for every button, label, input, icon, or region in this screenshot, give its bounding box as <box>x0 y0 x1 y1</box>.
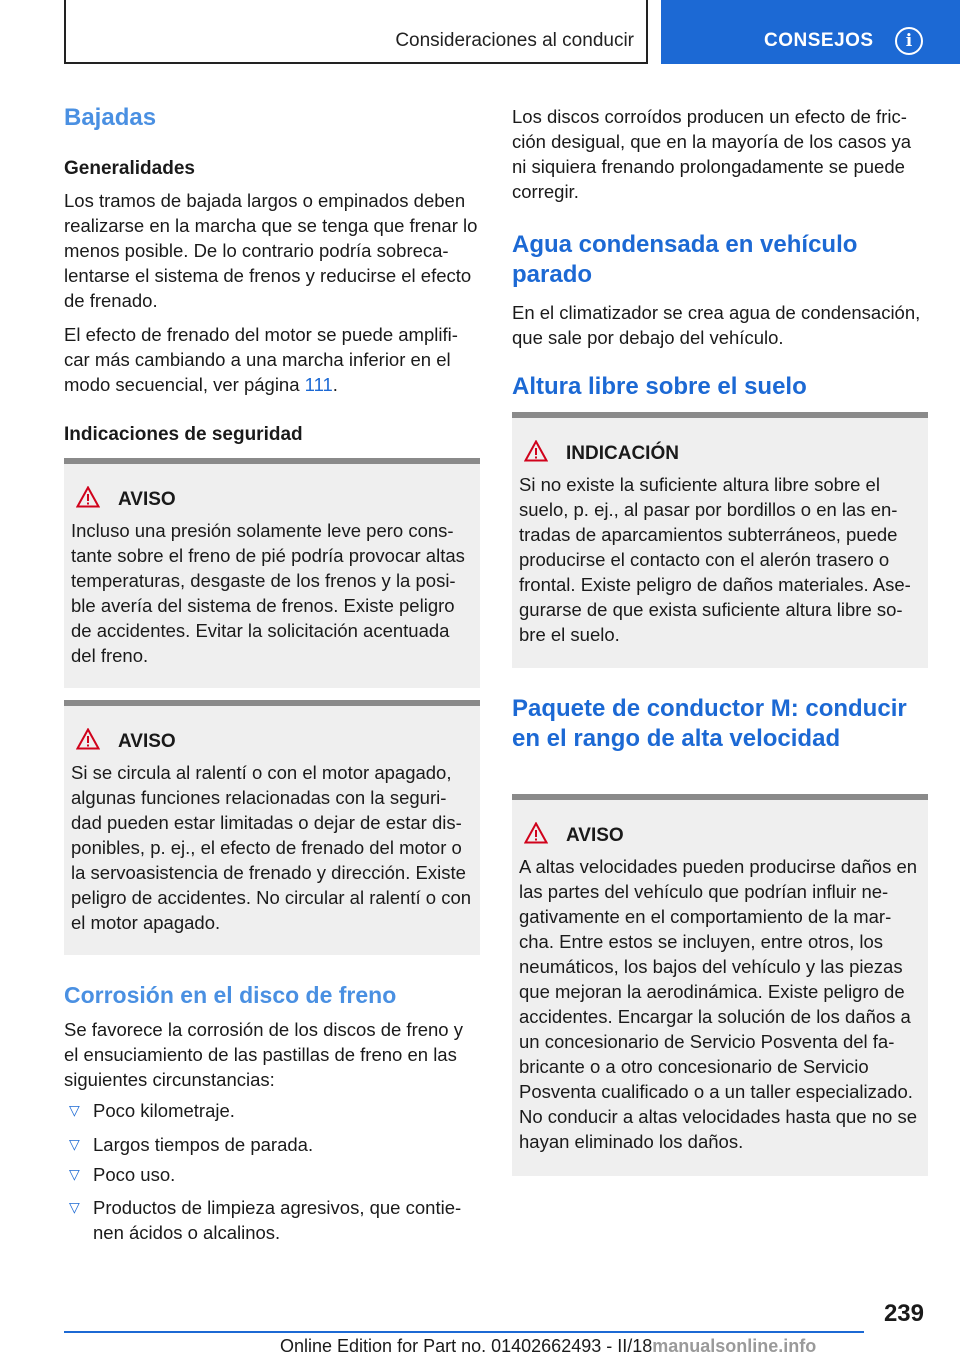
running-header <box>64 0 648 64</box>
notice-text: Si no existe la suficiente altura libre sobre el suelo, p. ej., al pasar por bordillos o en las en-tradas de aparcamientos subterráneos, puede producirse el contacto con el alerón trasero o frontal. Existe peligro de daños materiales. Ase-gurarse de que exista suficiente altura libre so-bre el suelo. <box>519 474 911 645</box>
chapter-title: Consideraciones al conducir <box>395 30 634 51</box>
notice-label: INDICACIÓN <box>566 443 679 464</box>
heading-seguridad: Indicaciones de seguridad <box>64 424 303 445</box>
paragraph-discos: Los discos corroídos producen un efecto de fric-ción desigual, que en la mayoría de los casos ya ni siquiera frenando prolongadamente se puede corregir. <box>512 106 912 202</box>
heading-generalidades: Generalidades <box>64 158 195 179</box>
paragraph-text: El efecto de frenado del motor se puede amplifi-car más cambiando a una marcha inferior en el modo secuencial, ver página <box>64 324 458 395</box>
heading-altura-libre: Altura libre sobre el suelo <box>512 373 807 400</box>
warning-label: AVISO <box>118 489 176 510</box>
triangle-bullet-icon: ▽ <box>69 1199 80 1215</box>
list-item-text: Poco uso. <box>93 1164 176 1185</box>
heading-bajadas: Bajadas <box>64 104 157 131</box>
footer-rule <box>64 1331 864 1333</box>
page-number: 239 <box>883 1300 924 1327</box>
list-item-text: Productos de limpieza agresivos, que contie-nen ácidos o alcalinos. <box>93 1197 462 1243</box>
warning-text: Si se circula al ralentí o con el motor apagado, algunas funciones relacionadas con la seguri-dad pueden estar limitadas o dejar de estar dis-ponibles, p. ej., el efecto de frenado del motor o la servoasistencia de frenado y dirección. Existe peligro de accidentes. No circular al ralentí o con el motor apagado. <box>71 762 472 933</box>
triangle-bullet-icon: ▽ <box>69 1166 80 1182</box>
warning-box <box>64 700 480 955</box>
triangle-bullet-icon: ▽ <box>69 1136 80 1152</box>
warning-text: Incluso una presión solamente leve pero cons-tante sobre el freno de pié podría provocar altas temperaturas, desgaste de los frenos y la posi-ble avería del sistema de frenos. Existe peligro de accidentes. Evitar la solicitación acentuada del freno. <box>71 520 465 666</box>
notice-box <box>512 412 928 668</box>
warning-box <box>512 794 928 1176</box>
footer-edition <box>280 1336 816 1357</box>
section-label: CONSEJOS <box>764 30 874 51</box>
heading-agua-condensada: Agua condensada en vehículo parado <box>512 231 858 288</box>
paragraph-bajadas-1: Los tramos de bajada largos o empinados deben realizarse en la marcha que se tenga que frenar lo menos posible. De lo contrario podría sobreca-lentarse el sistema de frenos y reducirse el efecto de frenado. <box>64 190 478 311</box>
warning-triangle-icon <box>76 486 100 508</box>
heading-corrosion: Corrosión en el disco de freno <box>64 982 397 1008</box>
section-tab <box>661 0 960 64</box>
warning-triangle-icon <box>524 822 548 844</box>
paragraph-corrosion: Se favorece la corrosión de los discos de freno y el ensuciamiento de las pastillas de freno en las siguientes circunstancias: <box>64 1019 463 1090</box>
warning-label: AVISO <box>118 731 176 752</box>
watermark-site: manualsonline.info <box>652 1336 817 1356</box>
paragraph-agua: En el climatizador se crea agua de condensación, que sale por debajo del vehículo. <box>512 302 921 348</box>
list-item-text: Largos tiempos de parada. <box>93 1134 314 1155</box>
warning-triangle-icon <box>524 440 548 462</box>
page-link[interactable]: 111 <box>304 374 333 395</box>
edition-text: Online Edition for Part no. 01402662493 - II/18 <box>280 1336 653 1356</box>
paragraph-end: . <box>332 374 338 395</box>
list-item-text: Poco kilometraje. <box>93 1100 235 1121</box>
warning-label: AVISO <box>566 825 624 846</box>
warning-text: A altas velocidades pueden producirse daños en las partes del vehículo que podrían influir ne-gativamente en el comportamiento de la mar-cha. Entre estos se incluyen, entre otros, los neumáticos, los bajos del vehículo y las piezas que mejoran la aerodinámica. Existe peligro de accidentes. Encargar la solución de los daños a un concesionario de Servicio Posventa del fa-bricante o a otro concesionario de Servicio Posventa cualificado o a un taller especializado. No conducir a altas velocidades hasta que no se hayan eliminado los daños. <box>519 856 918 1152</box>
warning-triangle-icon <box>76 728 100 750</box>
info-circle-icon: i <box>895 27 923 55</box>
heading-paquete-conductor: Paquete de conductor M: conducir en el rango de alta velocidad <box>512 695 907 752</box>
paragraph-bajadas-2 <box>64 322 478 397</box>
warning-box <box>64 458 480 688</box>
triangle-bullet-icon: ▽ <box>69 1102 80 1118</box>
